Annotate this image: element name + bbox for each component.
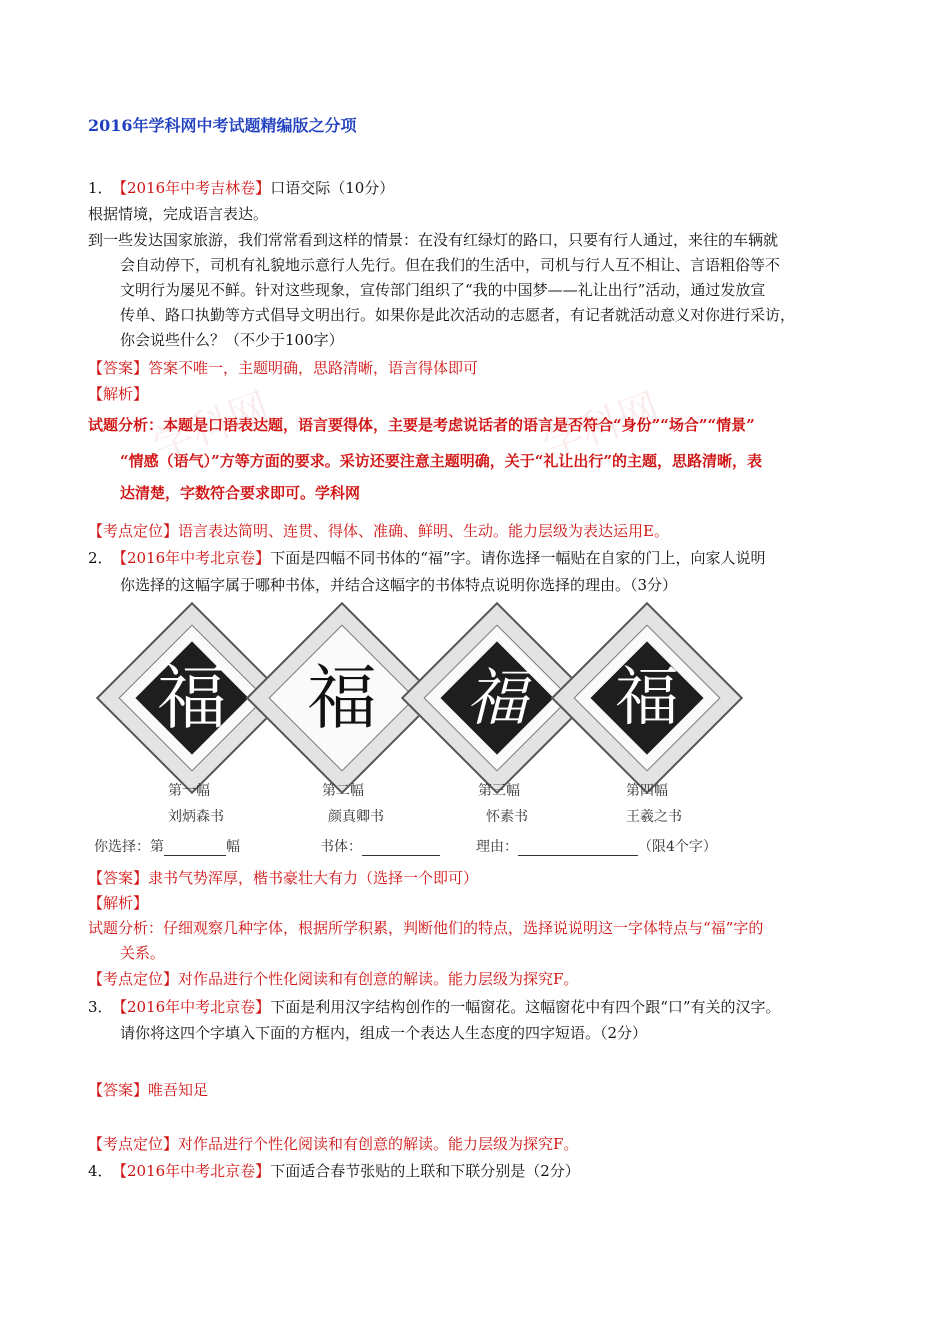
fill-limit: （限4个字） [638, 839, 717, 855]
fill-font-label: 书体： [320, 839, 362, 855]
q3-answer-tag: 【答案】 [88, 1081, 149, 1099]
q1-para-line: 文明行为屡见不鲜。针对这些现象，宣传部门组织了“我的中国梦——礼让出行”活动，通过发放宣 [120, 281, 766, 299]
q1-analysis-line: 达清楚，字数符合要求即可。学科网 [120, 484, 361, 502]
caption-label: 第三幅 [478, 783, 520, 799]
q1-jiexi: 【解析】 [88, 385, 149, 403]
page-title: 2016年学科网中考试题精编版之分项 [88, 116, 357, 135]
watermark: 学科网 [146, 384, 276, 469]
q3-number: 3． [88, 998, 113, 1016]
fill-in-row [94, 836, 240, 856]
caption-label: 第二幅 [322, 783, 364, 799]
q3-text: 下面是利用汉字结构创作的一幅窗花。这幅窗花中有四个跟“口”有关的汉字。 [270, 998, 781, 1016]
caption-author: 颜真卿书 [328, 809, 384, 825]
caption-label: 第四幅 [626, 783, 668, 799]
q2-kaodian-tag: 【考点定位】 [88, 970, 179, 988]
fu-glyph: 福 [615, 661, 679, 735]
q1-kaodian [88, 521, 669, 541]
q3-kaodian-text: 对作品进行个性化阅读和有创意的解读。能力层级为探究F。 [178, 1135, 579, 1153]
q2-heading [88, 548, 766, 568]
q1-heading [88, 178, 394, 198]
q3-heading [88, 997, 781, 1017]
q1-para-line: 会自动停下，司机有礼貌地示意行人先行。但在我们的生活中，司机与行人互不相让、言语粗俗等不 [120, 256, 781, 274]
caption-label: 第一幅 [168, 783, 210, 799]
q1-instruction: 根据情境，完成语言表达。 [88, 205, 269, 223]
q3-answer [88, 1080, 208, 1100]
q4-source: 【2016年中考北京卷】 [112, 1162, 271, 1180]
fill-fu-label: 幅 [226, 839, 240, 855]
q2-analysis-line: 试题分析：仔细观察几种字体，根据所学积累，判断他们的特点，选择说说明这一字体特点与“福”字的 [88, 919, 764, 937]
caption-author: 怀素书 [486, 809, 528, 825]
q1-topic: 口语交际（10分） [270, 179, 395, 197]
fill-reason-blank [518, 839, 638, 856]
q4-text: 下面适合春节张贴的上联和下联分别是（2分） [270, 1162, 580, 1180]
q1-kaodian-tag: 【考点定位】 [88, 522, 179, 540]
q1-kaodian-text: 语言表达简明、连贯、得体、准确、鲜明、生动。能力层级为表达运用E。 [178, 522, 669, 540]
q3-answer-text: 唯吾知足 [148, 1081, 209, 1099]
q4-heading [88, 1161, 580, 1181]
fill-choice-label: 你选择：第 [94, 839, 164, 855]
q1-answer: 【答案】答案不唯一，主题明确，思路清晰，语言得体即可 [88, 359, 479, 377]
q3-source: 【2016年中考北京卷】 [112, 998, 271, 1016]
fill-reason-row [476, 836, 717, 856]
q2-text-line: 你选择的这幅字属于哪种书体，并结合这幅字的书体特点说明你选择的理由。（3分） [120, 576, 678, 594]
q1-source: 【2016年中考吉林卷】 [112, 179, 271, 197]
q1-para-line: 到一些发达国家旅游，我们常常看到这样的情景：在没有红绿灯的路口，只要有行人通过，来往的车辆就 [88, 231, 779, 249]
q1-para-line: 传单、路口执勤等方式倡导文明出行。如果你是此次活动的志愿者，有记者就活动意义对你进行采访， [120, 306, 796, 324]
caption-author: 刘炳森书 [168, 809, 224, 825]
q1-para-line: 你会说些什么？（不少于100字） [120, 331, 344, 349]
q1-analysis-line: “情感（语气）”方等方面的要求。采访还要注意主题明确，关于“礼让出行”的主题，思路清晰，表 [120, 452, 763, 470]
fill-font-row [320, 836, 440, 856]
q3-kaodian [88, 1134, 578, 1154]
fu-glyph: 福 [465, 661, 528, 734]
caption-author: 王羲之书 [626, 809, 682, 825]
q1-analysis-line: 试题分析：本题是口语表达题，语言要得体，主要是考虑说话者的语言是否符合“身份”“场合”“情景” [88, 416, 755, 434]
fill-reason-label: 理由： [476, 839, 518, 855]
q3-text-line: 请你将这四个字填入下面的方框内，组成一个表达人生态度的四字短语。（2分） [120, 1024, 648, 1042]
fu-glyph: 福 [157, 657, 227, 739]
q2-text: 下面是四幅不同书体的“福”字。请你选择一幅贴在自家的门上，向家人说明 [270, 549, 766, 567]
fill-choice-blank [164, 839, 226, 856]
q2-source: 【2016年中考北京卷】 [112, 549, 271, 567]
q4-number: 4． [88, 1162, 113, 1180]
q2-kaodian-text: 对作品进行个性化阅读和有创意的解读。能力层级为探究F。 [178, 970, 579, 988]
q2-answer: 【答案】隶书气势浑厚，楷书豪壮大有力（选择一个即可） [88, 869, 479, 887]
q2-analysis-line: 关系。 [120, 944, 166, 962]
calligraphy-figure [92, 608, 752, 868]
fill-font-blank [362, 839, 440, 856]
watermark: 学科网 [536, 384, 666, 469]
q1-number: 1． [88, 179, 113, 197]
q2-jiexi: 【解析】 [88, 894, 149, 912]
q2-number: 2． [88, 549, 113, 567]
q2-kaodian [88, 969, 578, 989]
fu-glyph: 福 [307, 657, 377, 739]
q3-kaodian-tag: 【考点定位】 [88, 1135, 179, 1153]
